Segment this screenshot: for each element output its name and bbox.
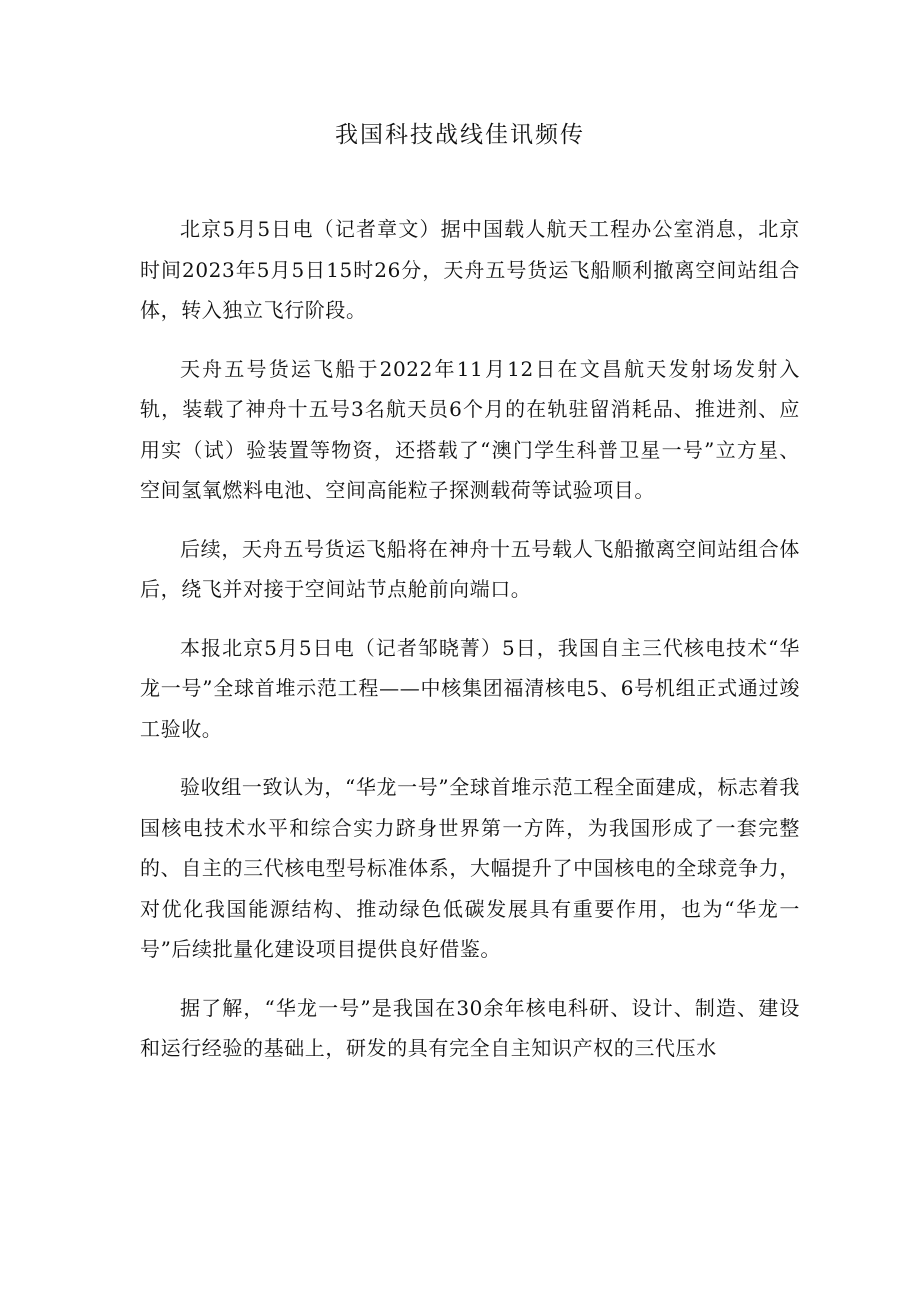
document-body [140, 209, 800, 1087]
paragraph-1: 北京5月5日电（记者章文）据中国载人航天工程办公室消息，北京时间2023年5月5日15时26分，天舟五号货运飞船顺利撤离空间站组合体，转入独立飞行阶段。 [140, 217, 800, 322]
paragraph-2: 天舟五号货运飞船于2022年11月12日在文昌航天发射场发射入轨，装载了神舟十五号3名航天员6个月的在轨驻留消耗品、推进剂、应用实（试）验装置等物资，还搭载了“澳门学生科普卫星一号”立方星、空间氢氧燃料电池、空间高能粒子探测载荷等试验项目。 [140, 356, 800, 502]
paragraph-3: 后续，天舟五号货运飞船将在神舟十五号载人飞船撤离空间站组合体后，绕飞并对接于空间站节点舱前向端口。 [140, 536, 800, 601]
document-title: 我国科技战线佳讯频传 [335, 122, 585, 148]
paragraph-5: 验收组一致认为，“华龙一号”全球首堆示范工程全面建成，标志着我国核电技术水平和综合实力跻身世界第一方阵，为我国形成了一套完整的、自主的三代核电型号标准体系，大幅提升了中国核电的全球竞争力，对优化我国能源结构、推动绿色低碳发展具有重要作用，也为“华龙一号”后续批量化建设项目提供良好借鉴。 [140, 775, 800, 961]
paragraph-4: 本报北京5月5日电（记者邹晓菁）5日，我国自主三代核电技术“华龙一号”全球首堆示范工程——中核集团福清核电5、6号机组正式通过竣工验收。 [140, 635, 800, 741]
paragraph-6: 据了解，“华龙一号”是我国在30余年核电科研、设计、制造、建设和运行经验的基础上，研发的具有完全自主知识产权的三代压水 [140, 995, 800, 1060]
